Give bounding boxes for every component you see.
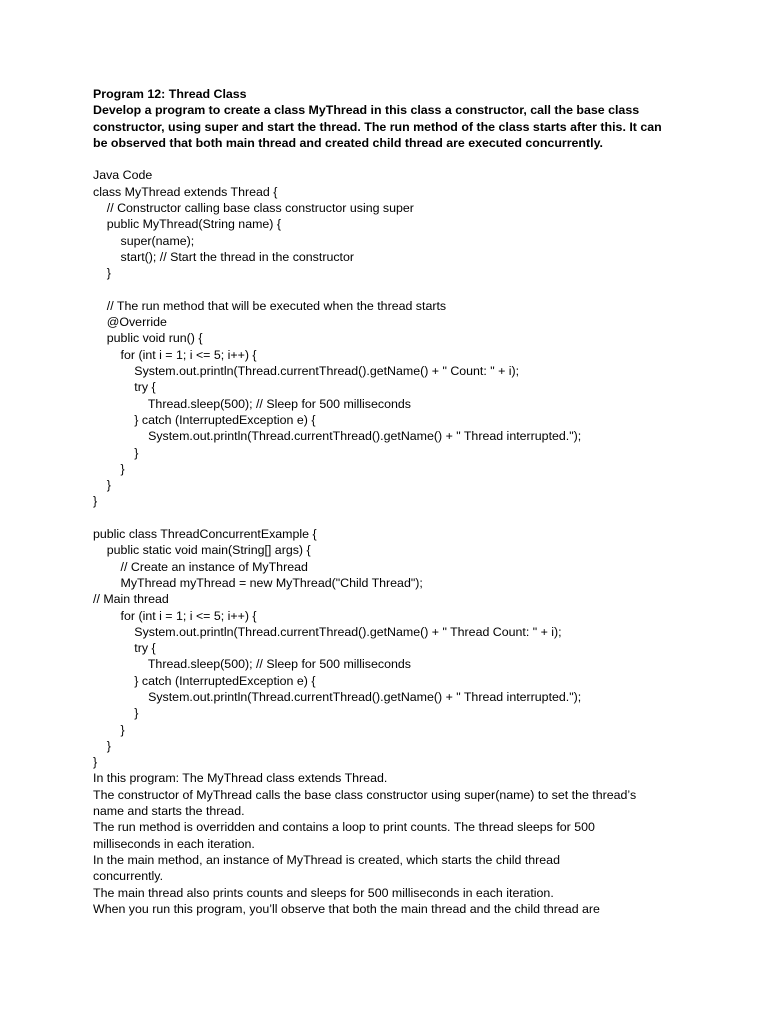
code-line: try { bbox=[93, 380, 156, 395]
document-page bbox=[93, 86, 683, 917]
code-line: } bbox=[93, 461, 125, 476]
code-line: } bbox=[93, 722, 125, 737]
explanation-line: name and starts the thread. bbox=[93, 804, 245, 819]
code-line: public MyThread(String name) { bbox=[93, 217, 282, 232]
code-line: } bbox=[93, 445, 139, 460]
code-line: } catch (InterruptedException e) { bbox=[93, 673, 316, 688]
explanation-line: concurrently. bbox=[93, 869, 164, 884]
code-line: } bbox=[93, 755, 98, 770]
code-line: } bbox=[93, 706, 139, 721]
code-line: System.out.println(Thread.currentThread().getName() + " Count: " + i); bbox=[93, 364, 520, 379]
spacer bbox=[93, 151, 683, 167]
code-line: } bbox=[93, 478, 111, 493]
explanation-line: When you run this program, you’ll observe that both the main thread and the child thread are bbox=[93, 901, 600, 916]
explanation-line: milliseconds in each iteration. bbox=[93, 836, 255, 851]
code-line: } bbox=[93, 738, 111, 753]
explanation-line: The run method is overridden and contains a loop to print counts. The thread sleeps for 500 bbox=[93, 820, 595, 835]
code-line: start(); // Start the thread in the constructor bbox=[93, 249, 354, 264]
code-line: System.out.println(Thread.currentThread().getName() + " Thread interrupted."); bbox=[93, 429, 582, 444]
explanation-line: The constructor of MyThread calls the base class constructor using super(name) to set the thread’s bbox=[93, 787, 637, 802]
code-line: Thread.sleep(500); // Sleep for 500 milliseconds bbox=[93, 657, 411, 672]
java-code-block bbox=[93, 184, 683, 771]
program-title: Program 12: Thread Class bbox=[93, 87, 247, 101]
code-line: // Create an instance of MyThread bbox=[93, 559, 308, 574]
code-line: @Override bbox=[93, 315, 167, 330]
code-line: Thread.sleep(500); // Sleep for 500 milliseconds bbox=[93, 396, 411, 411]
code-line: } bbox=[93, 266, 111, 281]
code-line: // The run method that will be executed when the thread starts bbox=[93, 298, 447, 313]
code-line: MyThread myThread = new MyThread("Child Thread"); bbox=[93, 575, 423, 590]
code-line: public void run() { bbox=[93, 331, 203, 346]
explanation-line: In this program: The MyThread class extends Thread. bbox=[93, 771, 388, 786]
description-line: be observed that both main thread and created child thread are executed concurrently. bbox=[93, 135, 603, 150]
code-line: for (int i = 1; i <= 5; i++) { bbox=[93, 608, 257, 623]
description-line: Develop a program to create a class MyThread in this class a constructor, call the base class bbox=[93, 103, 640, 118]
code-line: public static void main(String[] args) { bbox=[93, 543, 311, 558]
description-line: constructor, using super and start the thread. The run method of the class starts after this. It can bbox=[93, 119, 662, 134]
code-line: class MyThread extends Thread { bbox=[93, 184, 278, 199]
code-line: } catch (InterruptedException e) { bbox=[93, 412, 316, 427]
problem-description bbox=[93, 102, 683, 151]
explanation-line: The main thread also prints counts and sleeps for 500 milliseconds in each iteration. bbox=[93, 885, 554, 900]
code-line: super(name); bbox=[93, 233, 195, 248]
explanation-line: In the main method, an instance of MyThread is created, which starts the child thread bbox=[93, 852, 560, 867]
code-line: } bbox=[93, 494, 98, 509]
code-heading: Java Code bbox=[93, 168, 153, 183]
code-line: // Constructor calling base class constructor using super bbox=[93, 201, 414, 216]
code-line: for (int i = 1; i <= 5; i++) { bbox=[93, 347, 257, 362]
code-line: // Main thread bbox=[93, 592, 169, 607]
code-line bbox=[93, 282, 683, 298]
code-line: public class ThreadConcurrentExample { bbox=[93, 527, 317, 542]
code-line bbox=[93, 510, 683, 526]
code-line: System.out.println(Thread.currentThread().getName() + " Thread Count: " + i); bbox=[93, 624, 562, 639]
explanation-block bbox=[93, 770, 683, 917]
code-line: System.out.println(Thread.currentThread().getName() + " Thread interrupted."); bbox=[93, 689, 582, 704]
code-line: try { bbox=[93, 641, 156, 656]
